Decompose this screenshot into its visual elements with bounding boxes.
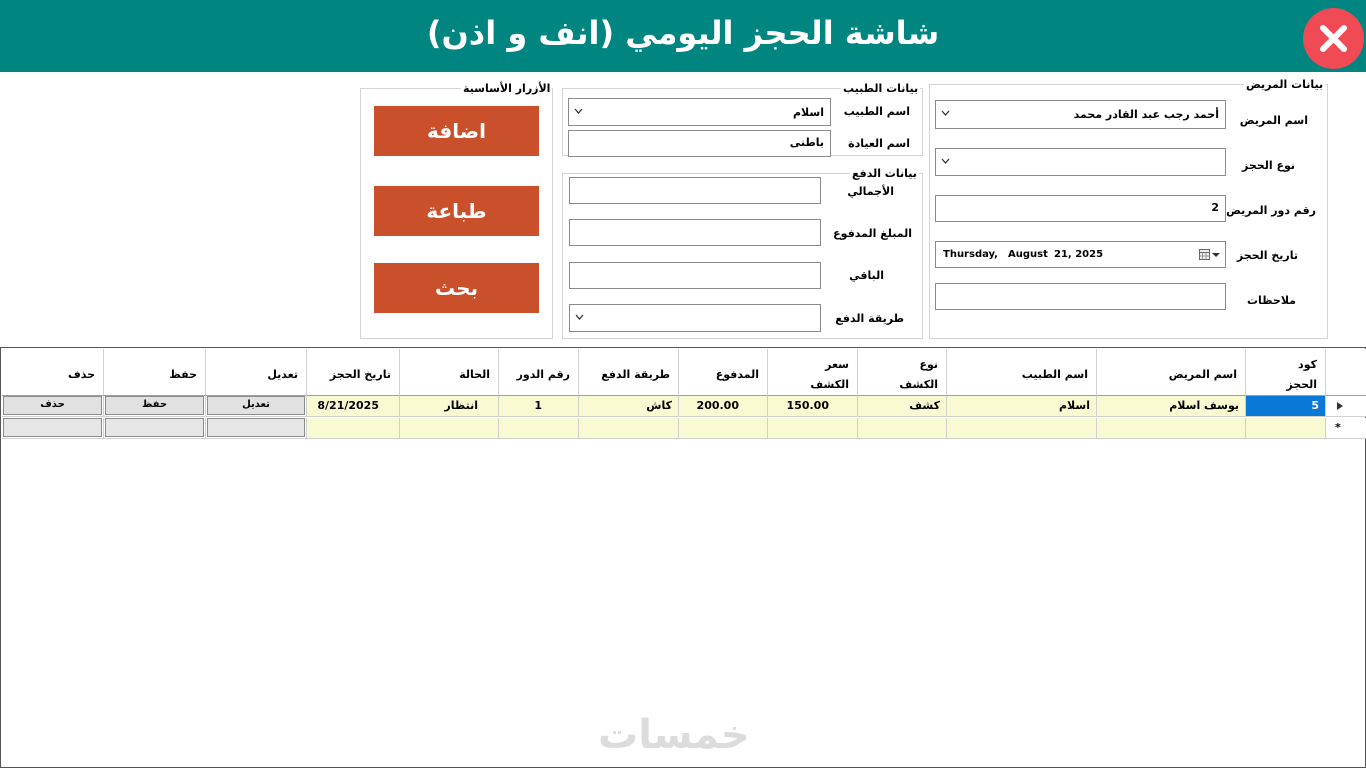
new-cell-save: [104, 418, 206, 439]
header-doctor[interactable]: اسم الطبيب: [947, 349, 1097, 396]
header-paid[interactable]: المدفوع: [679, 349, 768, 396]
close-button[interactable]: [1303, 8, 1364, 69]
cell-status[interactable]: انتظار: [400, 396, 499, 417]
new-cell-status[interactable]: [400, 418, 499, 439]
booking-date-picker[interactable]: [935, 241, 1226, 268]
total-label: الأجمالي: [847, 185, 894, 198]
cell-queue-number[interactable]: 1: [499, 396, 579, 417]
patient-name-label: اسم المريض: [1239, 114, 1308, 127]
new-cell-booking-date[interactable]: [307, 418, 400, 439]
doctor-name-combo[interactable]: [568, 98, 831, 126]
row-delete-button[interactable]: حذف: [3, 396, 102, 415]
payment-method-combo[interactable]: [569, 304, 821, 332]
cell-delete: [2, 396, 104, 417]
bookings-grid[interactable]: [0, 347, 1366, 768]
chevron-down-icon[interactable]: [1212, 253, 1220, 258]
header-type-line1: نوع: [919, 358, 938, 371]
cell-payment-method[interactable]: كاش: [579, 396, 679, 417]
doctor-group-title: بيانات الطبيب: [843, 82, 919, 95]
cell-visit-price[interactable]: 150.00: [768, 396, 858, 417]
patient-name-combo[interactable]: [935, 100, 1226, 129]
doctor-name-value: اسلام: [792, 106, 824, 119]
cell-save: [104, 396, 206, 417]
cell-booking-code[interactable]: 5: [1246, 396, 1326, 417]
cell-visit-type[interactable]: كشف: [858, 396, 947, 417]
booking-type-label: نوع الحجز: [1242, 159, 1295, 172]
queue-number-input[interactable]: 2: [935, 195, 1226, 222]
close-icon: [1303, 8, 1364, 69]
current-row-arrow-icon: [1337, 402, 1343, 410]
new-cell-visit-type[interactable]: [858, 418, 947, 439]
chevron-down-icon: [574, 108, 583, 114]
header-save[interactable]: حفظ: [104, 349, 206, 396]
remaining-label: الباقي: [849, 269, 884, 282]
title-bar: [0, 0, 1366, 72]
header-booking-date[interactable]: تاريخ الحجز: [307, 349, 400, 396]
queue-number-label: رقم دور المريض: [1226, 204, 1316, 217]
cell-paid[interactable]: 200.00: [679, 396, 768, 417]
total-input[interactable]: [569, 177, 821, 204]
payment-group-title: بيانات الدفع: [852, 167, 917, 180]
header-price-line2: الكشف: [810, 378, 849, 391]
header-visit-price[interactable]: [768, 349, 858, 396]
remaining-input[interactable]: [569, 262, 821, 289]
header-price-line1: سعر: [825, 358, 849, 371]
row-selector[interactable]: [1326, 396, 1366, 417]
cell-edit: [206, 396, 307, 417]
clinic-name-input[interactable]: باطنى: [568, 130, 831, 157]
patient-group-title: بيانات المريض: [1246, 78, 1324, 91]
header-type-line2: الكشف: [899, 378, 938, 391]
cell-doctor[interactable]: اسلام: [947, 396, 1097, 417]
header-payment-method[interactable]: طريقة الدفع: [579, 349, 679, 396]
print-button[interactable]: طباعة: [374, 186, 539, 236]
header-edit[interactable]: تعديل: [206, 349, 307, 396]
watermark-logo: خمسات: [598, 712, 750, 758]
window-title: شاشة الحجز اليومي (انف و اذن): [426, 14, 940, 52]
booking-date-label: تاريخ الحجز: [1236, 249, 1298, 262]
search-button[interactable]: بحث: [374, 263, 539, 313]
buttons-group-title: الأزرار الأساسية: [463, 82, 551, 95]
paid-amount-input[interactable]: [569, 219, 821, 246]
patient-name-value: أحمد رجب عبد القادر محمد: [1073, 108, 1219, 121]
chevron-down-icon: [575, 314, 584, 320]
new-cell-queue-number[interactable]: [499, 418, 579, 439]
new-cell-paid[interactable]: [679, 418, 768, 439]
header-queue-number[interactable]: رقم الدور: [499, 349, 579, 396]
new-cell-patient[interactable]: [1097, 418, 1246, 439]
new-row-edit-button[interactable]: [207, 418, 305, 437]
payment-method-label: طريقة الدفع: [835, 312, 904, 325]
header-status[interactable]: الحالة: [400, 349, 499, 396]
booking-type-combo[interactable]: [935, 148, 1226, 176]
new-row-marker[interactable]: *: [1326, 418, 1366, 439]
paid-amount-label: المبلغ المدفوع: [833, 227, 912, 240]
new-row-delete-button[interactable]: [3, 418, 102, 437]
cell-booking-date[interactable]: 8/21/2025: [307, 396, 400, 417]
new-cell-payment-method[interactable]: [579, 418, 679, 439]
new-cell-doctor[interactable]: [947, 418, 1097, 439]
notes-input[interactable]: [935, 283, 1226, 310]
date-day: Thursday: [943, 249, 996, 260]
row-header-corner: [1326, 349, 1366, 396]
header-code-line2: الحجز: [1286, 378, 1317, 391]
add-button[interactable]: اضافة: [374, 106, 539, 156]
chevron-down-icon: [941, 158, 950, 164]
row-edit-button[interactable]: تعديل: [207, 396, 305, 415]
notes-label: ملاحظات: [1247, 294, 1296, 307]
new-row-save-button[interactable]: [105, 418, 204, 437]
date-month: August: [1008, 249, 1048, 260]
cell-patient[interactable]: يوسف اسلام: [1097, 396, 1246, 417]
date-separator: ,: [994, 249, 998, 260]
doctor-name-label: اسم الطبيب: [843, 105, 910, 118]
new-cell-delete: [2, 418, 104, 439]
clinic-name-label: اسم العيادة: [848, 137, 910, 150]
new-cell-visit-price[interactable]: [768, 418, 858, 439]
new-cell-edit: [206, 418, 307, 439]
header-booking-code[interactable]: [1246, 349, 1326, 396]
header-code-line1: كود: [1298, 358, 1317, 371]
calendar-icon[interactable]: [1199, 249, 1210, 260]
header-visit-type[interactable]: [858, 349, 947, 396]
header-delete[interactable]: حذف: [2, 349, 104, 396]
header-patient[interactable]: اسم المريض: [1097, 349, 1246, 396]
row-save-button[interactable]: حفظ: [105, 396, 204, 415]
new-cell-booking-code[interactable]: [1246, 418, 1326, 439]
date-day-year: 21, 2025: [1054, 249, 1104, 260]
chevron-down-icon: [941, 110, 950, 116]
